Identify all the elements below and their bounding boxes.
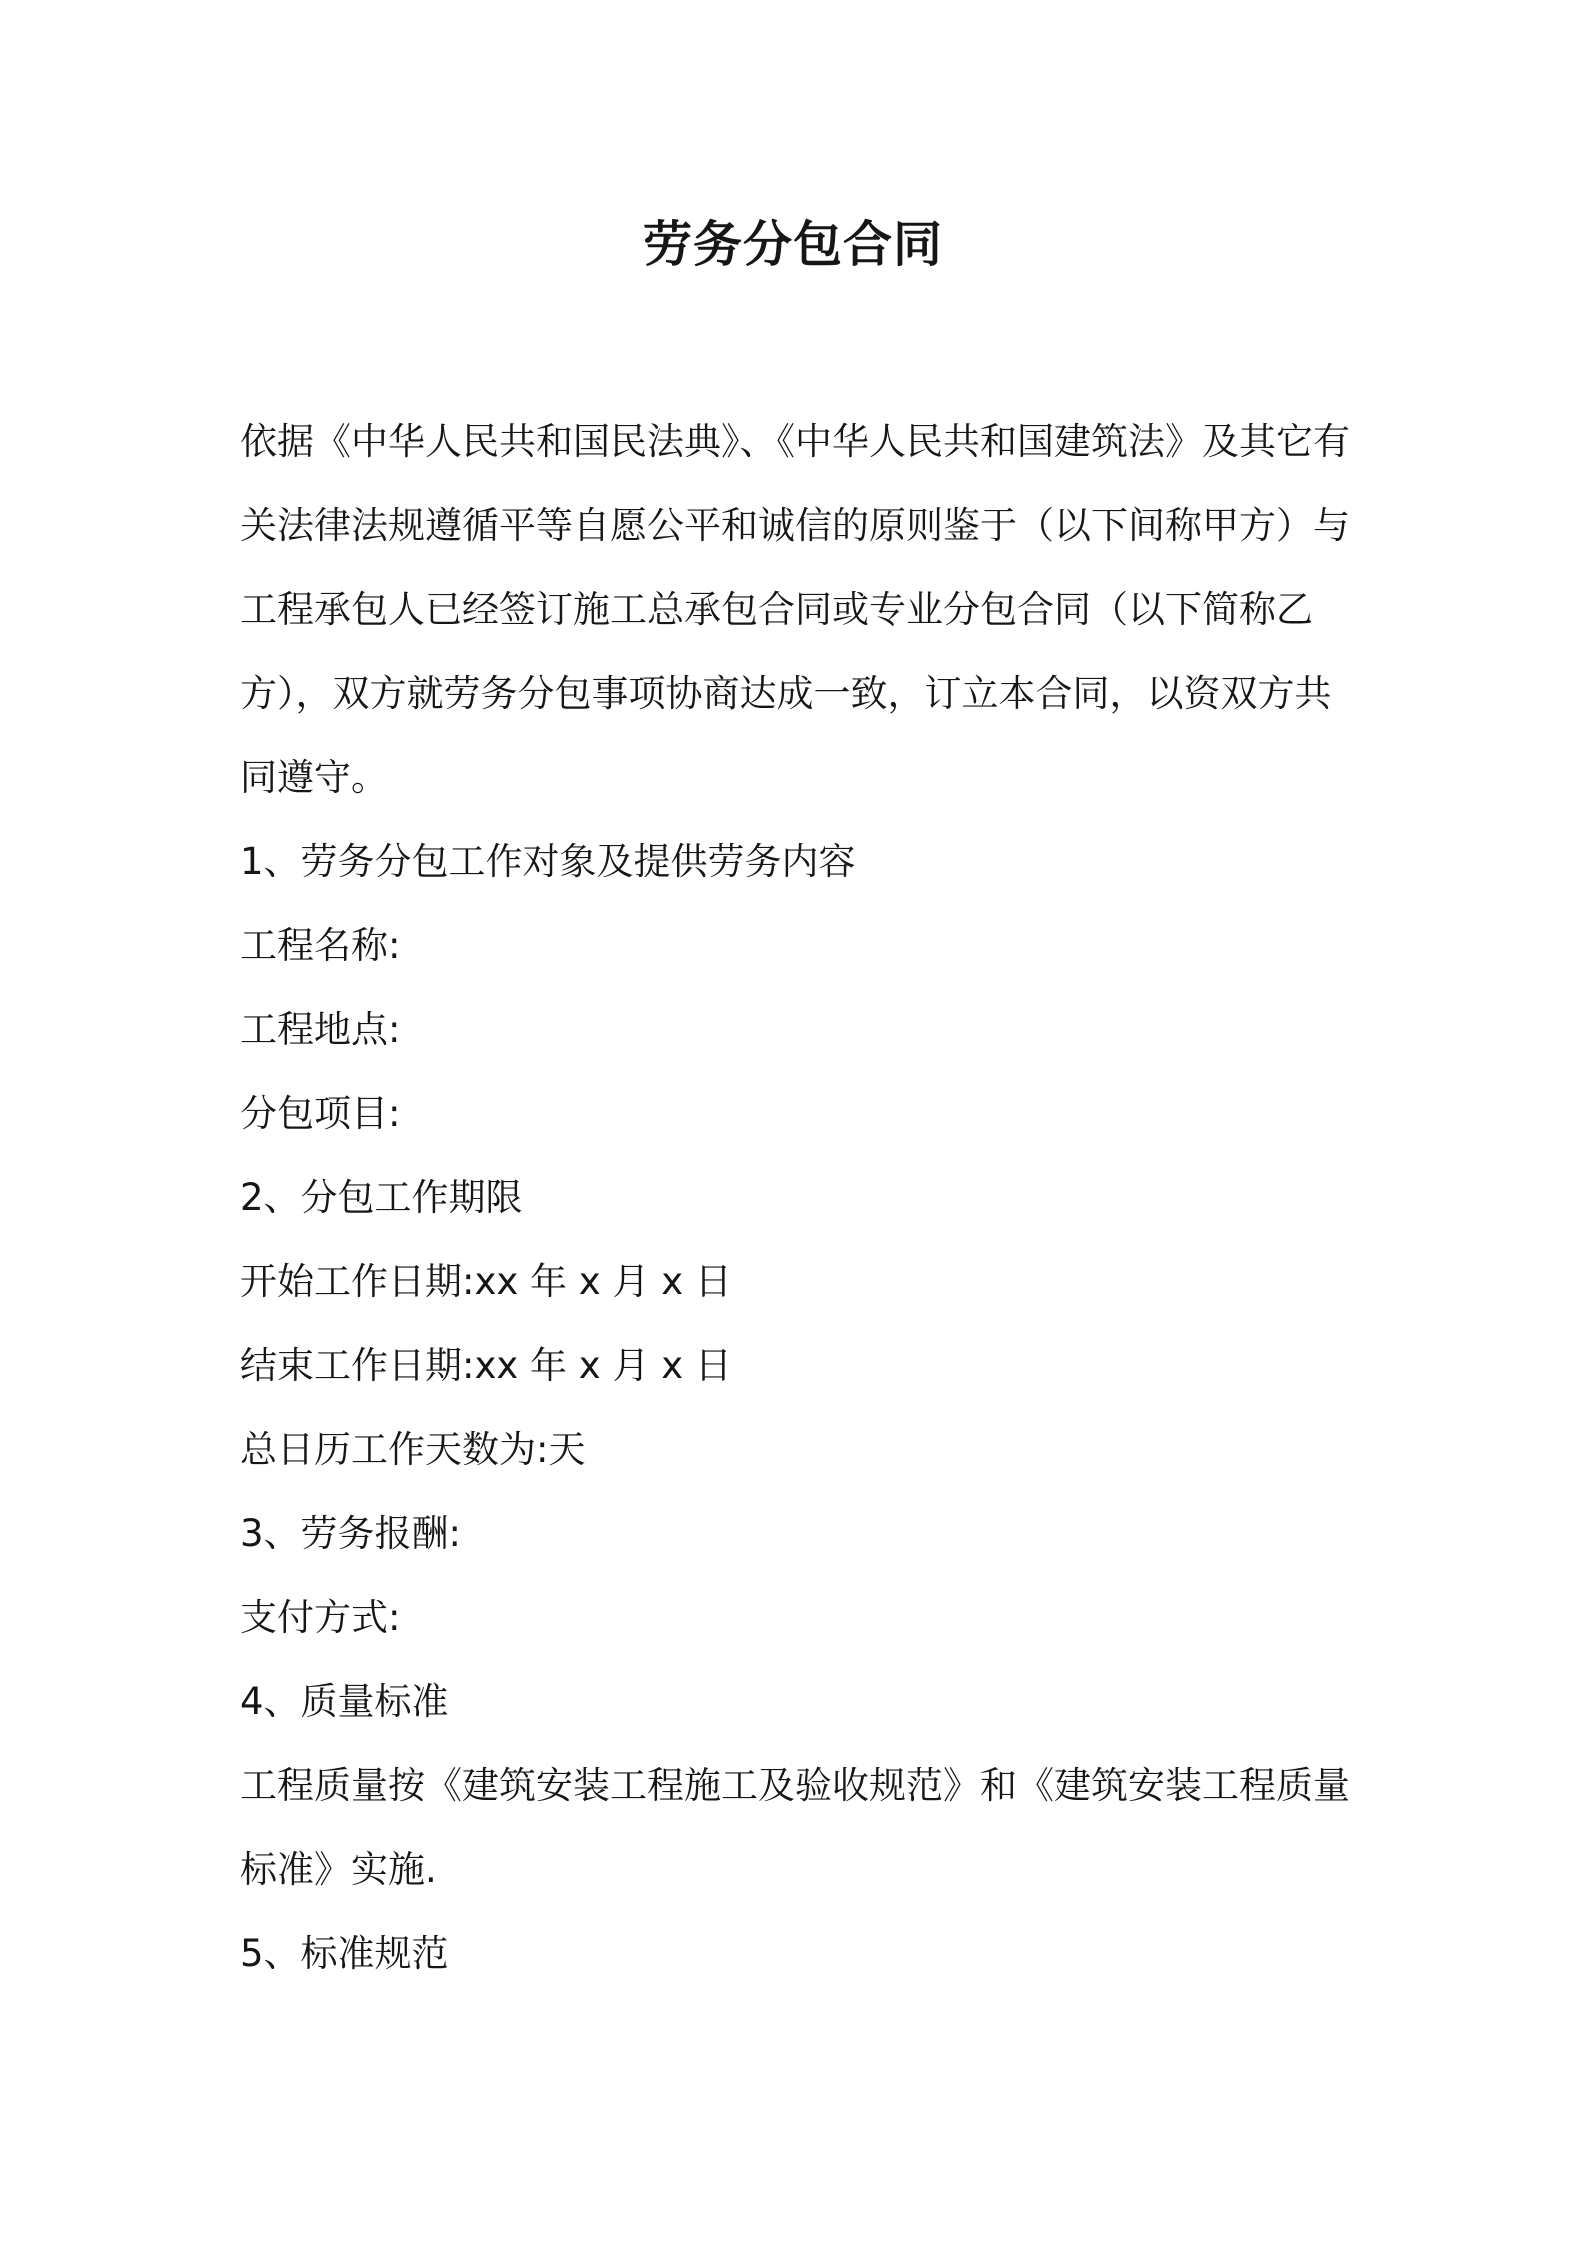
- section-5-heading: 5、标准规范: [240, 1932, 449, 1975]
- start-date-field: 开始工作日期:xx 年 x 月 x 日: [240, 1260, 732, 1303]
- total-days-field: 总日历工作天数为:天: [240, 1428, 586, 1471]
- section-2-heading: 2、分包工作期限: [240, 1176, 523, 1219]
- intro-line-2: 关法律法规遵循平等自愿公平和诚信的原则鉴于（以下间称甲方）与: [240, 504, 1350, 547]
- quality-standard-line-1: 工程质量按《建筑安装工程施工及验收规范》和《建筑安装工程质量: [240, 1764, 1350, 1807]
- project-name-field: 工程名称:: [240, 924, 401, 967]
- payment-method-field: 支付方式:: [240, 1596, 401, 1639]
- quality-standard-line-2: 标准》实施.: [240, 1848, 437, 1891]
- intro-line-4: 方），双方就劳务分包事项协商达成一致，订立本合同，以资双方共: [240, 672, 1332, 715]
- section-4-heading: 4、质量标准: [240, 1680, 449, 1723]
- intro-line-1: 依据《中华人民共和国民法典》、《中华人民共和国建筑法》及其它有: [240, 420, 1350, 463]
- project-location-field: 工程地点:: [240, 1008, 401, 1051]
- end-date-field: 结束工作日期:xx 年 x 月 x 日: [240, 1344, 732, 1387]
- contract-body: [240, 400, 1365, 1996]
- document-title: 劳务分包合同: [642, 216, 943, 273]
- intro-line-3: 工程承包人已经签订施工总承包合同或专业分包合同（以下简称乙: [240, 588, 1313, 631]
- intro-line-5: 同遵守。: [240, 756, 388, 799]
- section-3-heading: 3、劳务报酬:: [240, 1512, 462, 1555]
- subcontract-item-field: 分包项目:: [240, 1092, 401, 1135]
- section-1-heading: 1、劳务分包工作对象及提供劳务内容: [240, 840, 856, 883]
